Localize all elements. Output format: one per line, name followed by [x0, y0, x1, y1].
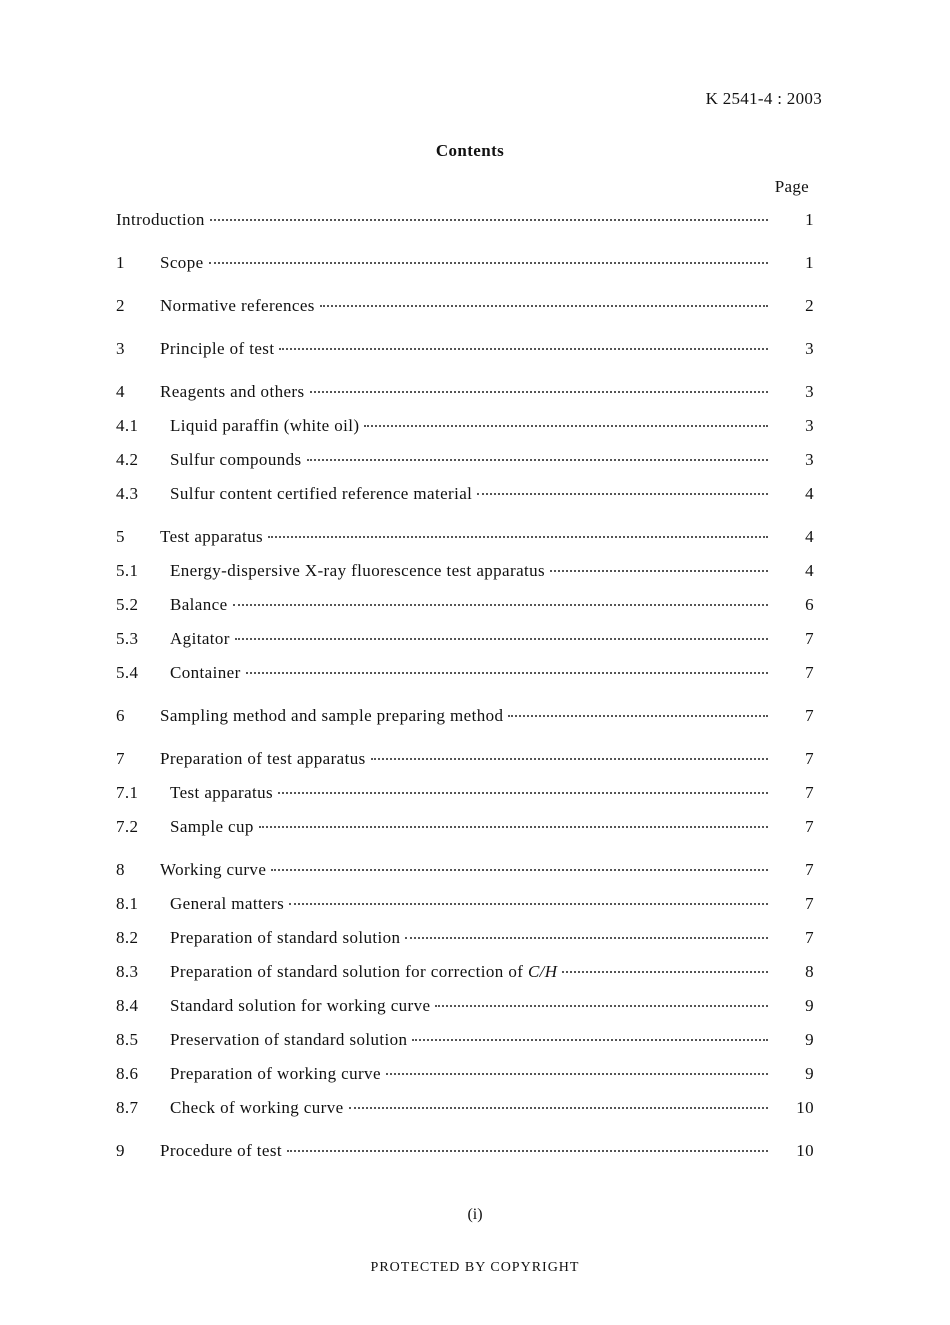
dot-leader	[209, 262, 768, 264]
toc-entry-label	[170, 477, 475, 511]
toc-entry-label	[170, 1057, 384, 1091]
table-of-contents	[116, 203, 814, 1168]
toc-entry-label	[170, 955, 560, 989]
toc-entry-label-text: Sampling method and sample preparing method	[160, 706, 504, 725]
toc-entry-number: 9	[116, 1141, 125, 1160]
toc-entry-label-text: Introduction	[116, 210, 205, 229]
dot-leader	[287, 1150, 768, 1152]
toc-entry-page: 4	[805, 527, 814, 546]
toc-entry-label	[160, 375, 308, 409]
toc-entry[interactable]	[116, 622, 814, 656]
toc-entry-page: 7	[805, 894, 814, 913]
toc-entry-label-text: Normative references	[160, 296, 315, 315]
toc-entry-number: 8.6	[116, 1064, 139, 1083]
toc-entry-number: 8.4	[116, 996, 139, 1015]
dot-leader	[508, 715, 768, 717]
toc-entry-label-text: Sample cup	[170, 817, 254, 836]
toc-entry[interactable]	[116, 656, 814, 690]
toc-entry-label	[160, 853, 269, 887]
dot-leader	[349, 1107, 768, 1109]
toc-entry-label-text: Preparation of standard solution for correction of	[170, 962, 528, 981]
dot-leader	[550, 570, 768, 572]
toc-entry-label	[170, 656, 244, 690]
toc-entry-label-text: Preservation of standard solution	[170, 1030, 408, 1049]
toc-entry-number: 4	[116, 382, 125, 401]
dot-leader	[307, 459, 768, 461]
toc-entry[interactable]	[116, 1057, 814, 1091]
toc-entry-number: 4.3	[116, 484, 139, 503]
standard-number: K 2541-4 : 2003	[705, 89, 822, 108]
toc-entry-label-text: Test apparatus	[170, 783, 274, 802]
dot-leader	[246, 672, 768, 674]
toc-entry-label-text: Sulfur content certified reference material	[170, 484, 473, 503]
toc-entry[interactable]	[116, 554, 814, 588]
toc-entry-label-text: Test apparatus	[160, 527, 264, 546]
dot-leader	[233, 604, 768, 606]
dot-leader	[278, 792, 768, 794]
toc-entry[interactable]	[116, 955, 814, 989]
toc-entry-page: 9	[805, 996, 814, 1015]
toc-entry-label-text: Preparation of working curve	[170, 1064, 381, 1083]
dot-leader	[371, 758, 768, 760]
toc-entry-page: 9	[805, 1030, 814, 1049]
toc-entry-label-text: Scope	[160, 253, 204, 272]
dot-leader	[386, 1073, 768, 1075]
toc-entry-page: 4	[805, 484, 814, 503]
toc-entry-number: 5.1	[116, 561, 139, 580]
toc-entry-label	[170, 409, 362, 443]
toc-entry-label-text: Container	[170, 663, 241, 682]
toc-entry-number: 7.2	[116, 817, 139, 836]
toc-entry-label	[170, 887, 287, 921]
toc-entry-label-text: Procedure of test	[160, 1141, 282, 1160]
dot-leader	[235, 638, 768, 640]
dot-leader	[259, 826, 768, 828]
toc-entry-label	[170, 921, 403, 955]
toc-entry[interactable]	[116, 699, 814, 733]
toc-entry[interactable]	[116, 742, 814, 776]
page-column-label: Page	[774, 177, 809, 196]
page-title: Contents	[435, 141, 505, 160]
toc-entry-label	[170, 554, 548, 588]
toc-entry[interactable]	[116, 588, 814, 622]
toc-entry-label-text: Sulfur compounds	[170, 450, 302, 469]
toc-entry-label	[170, 1023, 410, 1057]
toc-entry-number: 5.3	[116, 629, 139, 648]
toc-entry-number: 5.2	[116, 595, 139, 614]
toc-entry[interactable]	[116, 810, 814, 844]
dot-leader	[268, 536, 768, 538]
toc-entry-page: 7	[805, 783, 814, 802]
dot-leader	[279, 348, 768, 350]
toc-entry-page: 7	[805, 749, 814, 768]
toc-entry-number: 8.3	[116, 962, 139, 981]
toc-entry-number: 8.1	[116, 894, 139, 913]
toc-entry-page: 3	[805, 339, 814, 358]
toc-entry-label-text: Check of working curve	[170, 1098, 344, 1117]
dot-leader	[412, 1039, 768, 1041]
toc-entry-number: 4.1	[116, 416, 139, 435]
toc-entry-label	[170, 989, 433, 1023]
toc-entry-label	[170, 810, 257, 844]
toc-entry-label-text: Principle of test	[160, 339, 275, 358]
toc-entry-label	[160, 1134, 285, 1168]
toc-entry[interactable]	[116, 1023, 814, 1057]
toc-entry-label-text: Agitator	[170, 629, 230, 648]
toc-entry-page: 3	[805, 382, 814, 401]
toc-entry-page: 10	[796, 1098, 814, 1117]
dot-leader	[310, 391, 768, 393]
toc-entry-label-text: Reagents and others	[160, 382, 305, 401]
toc-entry-number: 6	[116, 706, 125, 725]
toc-entry[interactable]	[116, 1134, 814, 1168]
dot-leader	[289, 903, 768, 905]
toc-entry-label	[170, 1091, 347, 1125]
toc-entry-page: 8	[805, 962, 814, 981]
toc-entry-label-text: Energy-dispersive X-ray fluorescence test apparatus	[170, 561, 546, 580]
toc-entry[interactable]	[116, 887, 814, 921]
dot-leader	[562, 971, 768, 973]
toc-entry-page: 7	[805, 629, 814, 648]
dot-leader	[364, 425, 768, 427]
toc-entry-page: 7	[805, 928, 814, 947]
dot-leader	[405, 937, 768, 939]
toc-entry[interactable]	[116, 246, 814, 280]
toc-entry-label	[160, 699, 506, 733]
toc-entry-label	[160, 289, 318, 323]
dot-leader	[435, 1005, 768, 1007]
toc-entry-label	[170, 622, 233, 656]
toc-entry-label	[160, 332, 277, 366]
toc-entry-page: 7	[805, 817, 814, 836]
toc-entry[interactable]	[116, 989, 814, 1023]
toc-entry-label	[170, 776, 276, 810]
toc-entry-number: 3	[116, 339, 125, 358]
toc-entry[interactable]	[116, 520, 814, 554]
toc-entry-label-text: General matters	[170, 894, 285, 913]
toc-entry-label-text: Balance	[170, 595, 228, 614]
toc-entry-label	[116, 203, 208, 237]
toc-entry-label	[170, 443, 305, 477]
toc-entry-number: 7.1	[116, 783, 139, 802]
toc-entry-number: 2	[116, 296, 125, 315]
toc-entry-page: 10	[796, 1141, 814, 1160]
toc-entry[interactable]	[116, 332, 814, 366]
dot-leader	[271, 869, 768, 871]
toc-entry-number: 8	[116, 860, 125, 879]
toc-entry[interactable]	[116, 477, 814, 511]
toc-entry-number: 8.5	[116, 1030, 139, 1049]
toc-entry-label	[170, 588, 231, 622]
toc-entry-number: 4.2	[116, 450, 139, 469]
toc-entry[interactable]	[116, 776, 814, 810]
toc-entry-number: 5.4	[116, 663, 139, 682]
toc-entry-label-text: Liquid paraffin (white oil)	[170, 416, 360, 435]
toc-entry-page: 7	[805, 663, 814, 682]
toc-entry-page: 7	[805, 706, 814, 725]
toc-entry-page: 4	[805, 561, 814, 580]
toc-entry-label	[160, 520, 266, 554]
dot-leader	[477, 493, 768, 495]
toc-entry-label-text: Preparation of standard solution	[170, 928, 401, 947]
toc-entry-page: 1	[805, 253, 814, 272]
dot-leader	[210, 219, 768, 221]
toc-entry-number: 8.7	[116, 1098, 139, 1117]
toc-entry[interactable]	[116, 1091, 814, 1125]
footer-page-number: (i)	[467, 1206, 483, 1223]
toc-entry[interactable]	[116, 375, 814, 409]
toc-entry-label	[160, 246, 207, 280]
toc-entry-label-text: Working curve	[160, 860, 267, 879]
toc-entry[interactable]	[116, 203, 814, 237]
toc-entry[interactable]	[116, 289, 814, 323]
toc-entry[interactable]	[116, 853, 814, 887]
toc-entry-number: 1	[116, 253, 125, 272]
toc-entry-page: 6	[805, 595, 814, 614]
toc-entry-label	[160, 742, 369, 776]
toc-entry[interactable]	[116, 921, 814, 955]
toc-entry-number: 7	[116, 749, 125, 768]
toc-entry-label-text: Preparation of test apparatus	[160, 749, 366, 768]
toc-entry-label-text: Standard solution for working curve	[170, 996, 431, 1015]
toc-entry-number: 8.2	[116, 928, 139, 947]
toc-entry[interactable]	[116, 409, 814, 443]
toc-entry-number: 5	[116, 527, 125, 546]
copyright-notice: PROTECTED BY COPYRIGHT	[370, 1260, 580, 1275]
toc-entry-page: 7	[805, 860, 814, 879]
toc-entry-page: 2	[805, 296, 814, 315]
toc-entry-page: 3	[805, 450, 814, 469]
toc-entry[interactable]	[116, 443, 814, 477]
toc-entry-page: 3	[805, 416, 814, 435]
toc-entry-page: 9	[805, 1064, 814, 1083]
toc-entry-page: 1	[805, 210, 814, 229]
dot-leader	[320, 305, 768, 307]
toc-entry-label-italic: C/H	[527, 962, 558, 981]
